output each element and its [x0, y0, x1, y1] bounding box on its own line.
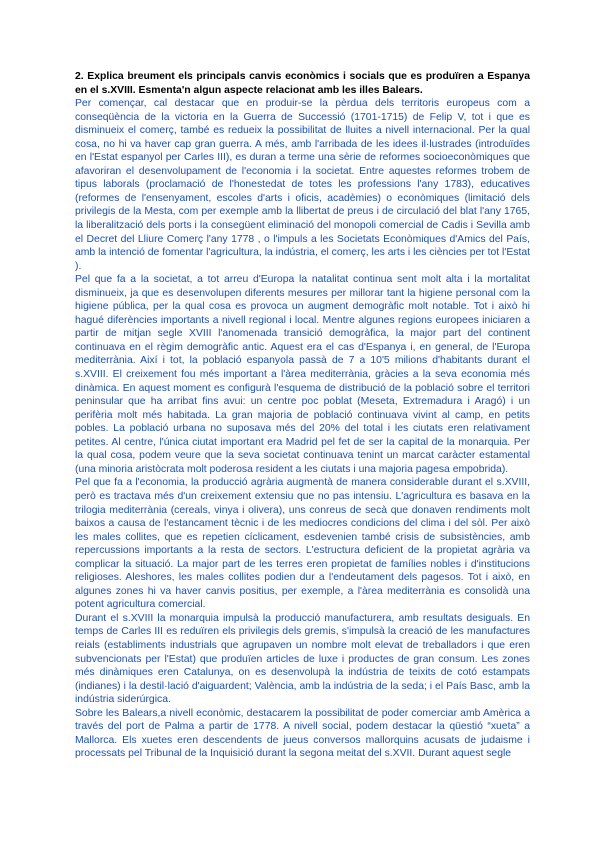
document-page: [75, 70, 530, 761]
paragraph-5: Sobre les Balears,a nivell econòmic, destacarem la possibilitat de poder comerciar amb Amèrica a través del port de Palma a partir de 1778. A nivell social, podem destacar la qüestió “xueta” a Mallorca. Els xuetes eren descendents de jueus conversos mallorquins acusats de judaisme i processats pel Tribunal de la Inquisició durant la segona meitat del s.XVII. Durant aquest segle: [75, 707, 530, 760]
paragraph-2: Pel que fa a la societat, a tot arreu d'Europa la natalitat continua sent molt alta i la mortalitat disminueix, ja que es desenvolupen diferents mesures per millorar tant la higiene personal com la higiene pública, per la qual cosa es provoca un augment demogràfic molt notable. Tot i això hi hagué diferències importants a nivell regional i local. Mentre algunes regions europees iniciaren a partir de mitjan segle XVIII l'anomenada transició demogràfica, la major part del continent continuava en el règim demogràfic antic. Aquest era el cas d'Espanya i, en general, de l'Europa mediterrània. Així i tot, la població espanyola passà de 7 a 10'5 milions d'habitants durant el s.XVIII. El creixement fou més important a l'àrea mediterrània, gràcies a la seva economia més dinàmica. En aquest moment es configurà l'esquema de distribució de la població sobre el territori peninsular que ha arribat fins avui: un centre poc poblat (Meseta, Extremadura i Aragó) i un perifèria molt més habitada. La gran majoria de població continuava vivint al camp, en petits pobles. La població urbana no suposava més del 20% del total i les ciutats eren relativament petites. Al centre, l'única ciutat important era Madrid pel fet de ser la capital de la monarquia. Per la qual cosa, podem veure que la seva societat continuava tenint un marcat caràcter estamental (una minoria aristòcrata molt poderosa resident a les ciutats i una majoria pagesa empobrida).: [75, 274, 530, 475]
question-heading: 2. Explica breument els principals canvis econòmics i socials que es produïren a Espanya en el s.XVIII. Esmenta'n algun aspecte relacionat amb les illes Balears.: [75, 71, 530, 96]
paragraph-3: Pel que fa a l'economia, la producció agrària augmentà de manera considerable durant el s.XVIII, però es tractava més d'un creixement extensiu que no pas intensiu. L'agricultura es basava en la trilogia mediterrània (cereals, vinya i olivera), uns conreus de secà que donaven rendiments molt baixos a causa de l'estancament tècnic i de les mediocres condicions del clima i del sòl. Per això les males collites, que es repetien cíclicament, esdevenien també crisis de subsistències, amb repercussions importants a la resta de sectors. L'estructura deficient de la propietat agrària va complicar la situació. La major part de les terres eren propietat de famílies nobles i d'institucions religioses. Aleshores, les males collites podien dur a l'endeutament dels pagesos. Tot i això, en algunes zones hi va haver canvis positius, per exemple, a l'àrea mediterrània es consolidà una potent agricultura comercial.: [75, 477, 530, 611]
paragraph-1: Per començar, cal destacar que en produir-se la pèrdua dels territoris europeus com a conseqüència de la victoria en la Guerra de Successió (1701-1715) de Felip V, tot i que es disminueix el comerç, també es redueix la possibilitat de lluites a nivell internacional. Per la qual cosa, no hi va haver cap gran guerra. A més, amb l'arribada de les idees il·lustrades (introduïdes en l'Estat espanyol per Carles III), es duran a terme una sèrie de reformes socioeconòmiques que afavoriran el desenvolupament de l'economia i la societat. Entre aquestes reformes trobem de tipus laborals (proclamació de l'honestedat de totes les professions l'any 1783), educatives (reformes de l'ensenyament, escoles d'arts i oficis, acadèmies) o econòmiques (limitació dels privilegis de la Mesta, com per exemple amb la llibertat de preus i de circulació del blat l'any 1765, la liberalització dels ports i la consegüent eliminació del monopoli comercial de Cadis i Sevilla amb el Decret del Lliure Comerç l'any 1778 , o l'impuls a les Societats Econòmiques d'Amics del País, amb la intenció de fomentar l'agricultura, la indústria, el comerç, les arts i les ciències per tot l'Estat ).: [75, 98, 531, 272]
paragraph-4: Durant el s.XVIII la monarquia impulsà la producció manufacturera, amb resultats desiguals. En temps de Carles III es reduïren els privilegis dels gremis, s'impulsà la creació de les manufactures reials (establiments industrials que agrupaven un nombre molt elevat de treballadors i que eren subvencionats per l'Estat) que produïen articles de luxe i productes de gran consum. Les zones més dinàmiques eren Catalunya, on es desenvolupà la indústria de teixits de cotó estampats (indianes) i la destil·lació d'aiguardent; València, amb la indústria de la seda; i el País Basc, amb la indústria siderúrgica.: [75, 612, 530, 706]
